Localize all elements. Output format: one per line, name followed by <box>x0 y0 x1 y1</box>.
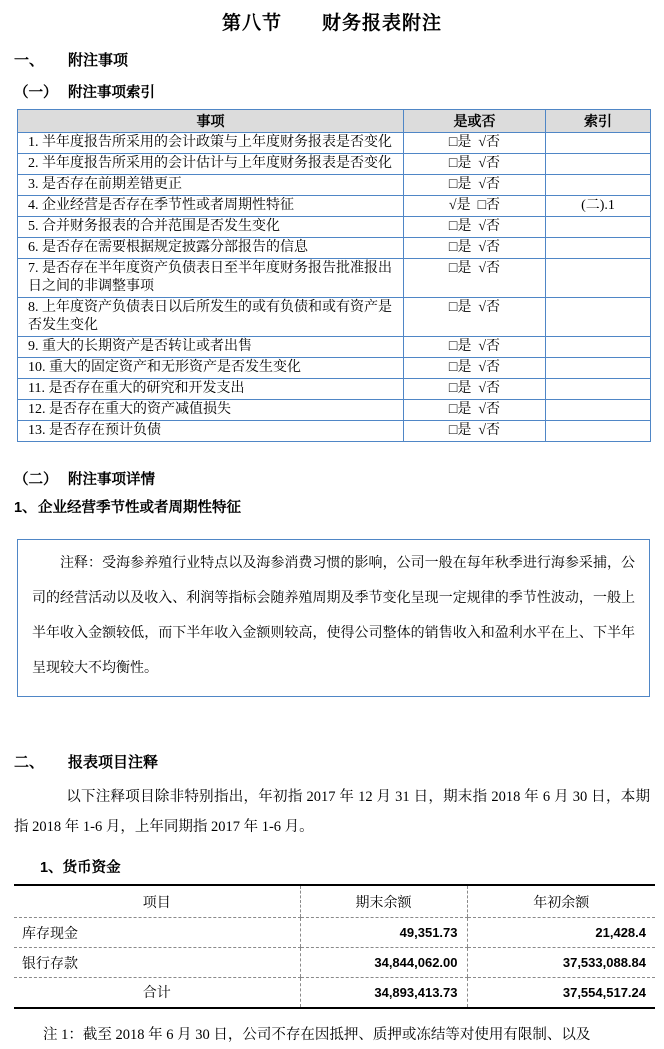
table-footnote-1: 注 1：截至 2018 年 6 月 30 日，公司不存在因抵押、质押或冻结等对使用有限制、以及 <box>43 1026 591 1043</box>
cash-row <box>14 918 655 948</box>
subsection-index-heading <box>14 81 664 102</box>
item-cell: 2. 半年度报告所采用的会计估计与上年度财务报表是否变化 <box>18 154 404 175</box>
section-number: 二、 <box>14 754 45 771</box>
subsection-title: 附注事项索引 <box>68 85 155 101</box>
answer-cell: □是 √否 <box>404 238 546 259</box>
detail-item-title: 企业经营季节性或者周期性特征 <box>38 500 241 516</box>
monetary-funds-table <box>14 884 655 1009</box>
index-cell <box>546 259 651 298</box>
section-title: 附注事项 <box>68 52 129 69</box>
document-page <box>0 8 664 1043</box>
item-cell: 3. 是否存在前期差错更正 <box>18 175 404 196</box>
index-cell <box>546 175 651 196</box>
answer-cell: □是 √否 <box>404 175 546 196</box>
item-cell: 9. 重大的长期资产是否转让或者出售 <box>18 337 404 358</box>
page-title: 第八节 财务报表附注 <box>221 13 442 34</box>
notes-index-table <box>17 109 651 442</box>
ending-balance-cell: 34,893,413.73 <box>300 978 467 1008</box>
monetary-funds-title: 1、货币资金 <box>40 860 121 876</box>
item-cell: 库存现金 <box>14 918 300 948</box>
item-cell: 7. 是否存在半年度资产负债表日至半年度财务报告批准报出日之间的非调整事项 <box>18 259 404 298</box>
index-row <box>18 196 651 217</box>
index-cell <box>546 337 651 358</box>
index-table-header-row <box>18 110 651 133</box>
beginning-balance-cell: 37,533,088.84 <box>467 948 655 978</box>
index-row <box>18 298 651 337</box>
ending-balance-cell: 49,351.73 <box>300 918 467 948</box>
index-row <box>18 400 651 421</box>
answer-cell: □是 √否 <box>404 154 546 175</box>
index-row <box>18 421 651 442</box>
item-cell: 8. 上年度资产负债表日以后所发生的或有负债和或有资产是否发生变化 <box>18 298 404 337</box>
beginning-balance-cell: 37,554,517.24 <box>467 978 655 1008</box>
period-definitions-paragraph: 以下注释项目除非特别指出，年初指 2017 年 12 月 31 日，期末指 2018 年 6 月 30 日，本期指 2018 年 1-6 月，上年同期指 2017 年 1-6 月。 <box>14 789 650 835</box>
index-row <box>18 238 651 259</box>
col-header-index: 索引 <box>546 110 651 133</box>
index-row <box>18 259 651 298</box>
col-header-beginning-balance: 年初余额 <box>467 885 655 918</box>
index-cell <box>546 217 651 238</box>
subsection-number: （一） <box>14 85 58 101</box>
index-row <box>18 217 651 238</box>
index-cell <box>546 379 651 400</box>
index-row <box>18 379 651 400</box>
ending-balance-cell: 34,844,062.00 <box>300 948 467 978</box>
item-cell: 10. 重大的固定资产和无形资产是否发生变化 <box>18 358 404 379</box>
item-cell: 13. 是否存在预计负债 <box>18 421 404 442</box>
answer-cell: □是 √否 <box>404 133 546 154</box>
detail-item1-heading <box>14 496 664 517</box>
item-cell: 6. 是否存在需要根据规定披露分部报告的信息 <box>18 238 404 259</box>
section-number: 一、 <box>14 52 45 69</box>
answer-cell: □是 √否 <box>404 421 546 442</box>
section-title: 报表项目注释 <box>68 754 159 771</box>
col-header-ending-balance: 期末余额 <box>300 885 467 918</box>
index-row <box>18 175 651 196</box>
col-header-item: 事项 <box>18 110 404 133</box>
index-cell: (二).1 <box>546 196 651 217</box>
answer-cell: □是 √否 <box>404 358 546 379</box>
answer-cell: □是 √否 <box>404 337 546 358</box>
total-label-cell: 合计 <box>142 986 171 1002</box>
answer-cell: □是 √否 <box>404 379 546 400</box>
index-row <box>18 337 651 358</box>
index-cell <box>546 154 651 175</box>
item-cell: 4. 企业经营是否存在季节性或者周期性特征 <box>18 196 404 217</box>
detail-item-number: 1、 <box>14 500 37 516</box>
item-cell: 12. 是否存在重大的资产减值损失 <box>18 400 404 421</box>
subsection-detail-heading <box>14 468 664 489</box>
section-notes-heading <box>14 49 664 70</box>
total-row <box>14 978 655 1008</box>
index-cell <box>546 358 651 379</box>
answer-cell: □是 √否 <box>404 259 546 298</box>
index-cell <box>546 400 651 421</box>
item-cell: 11. 是否存在重大的研究和开发支出 <box>18 379 404 400</box>
item-cell: 1. 半年度报告所采用的会计政策与上年度财务报表是否变化 <box>18 133 404 154</box>
item-cell: 银行存款 <box>14 948 300 978</box>
index-cell <box>546 421 651 442</box>
seasonality-note-box: 注释：受海参养殖行业特点以及海参消费习惯的影响，公司一般在每年秋季进行海参采捕，公司的经营活动以及收入、利润等指标会随养殖周期及季节变化呈现一定规律的季节性波动，一般上半年收入金额较低，而下半年收入金额则较高，使得公司整体的销售收入和盈利水平在上、下半年呈现较大不均衡性。 <box>17 539 650 697</box>
bank-deposit-row <box>14 948 655 978</box>
monetary-funds-heading <box>40 856 664 877</box>
index-row <box>18 133 651 154</box>
beginning-balance-cell: 21,428.4 <box>467 918 655 948</box>
money-table-header-row <box>14 885 655 918</box>
answer-cell: □是 √否 <box>404 217 546 238</box>
col-header-yesno: 是或否 <box>404 110 546 133</box>
index-row <box>18 154 651 175</box>
index-row <box>18 358 651 379</box>
subsection-number: （二） <box>14 472 58 488</box>
subsection-title: 附注事项详情 <box>68 472 155 488</box>
index-cell <box>546 298 651 337</box>
answer-cell: □是 √否 <box>404 298 546 337</box>
index-cell <box>546 238 651 259</box>
col-header-project: 项目 <box>14 885 300 918</box>
answer-cell: √是 □否 <box>404 196 546 217</box>
item-cell: 5. 合并财务报表的合并范围是否发生变化 <box>18 217 404 238</box>
section-items-heading <box>14 751 664 772</box>
index-cell <box>546 133 651 154</box>
answer-cell: □是 √否 <box>404 400 546 421</box>
